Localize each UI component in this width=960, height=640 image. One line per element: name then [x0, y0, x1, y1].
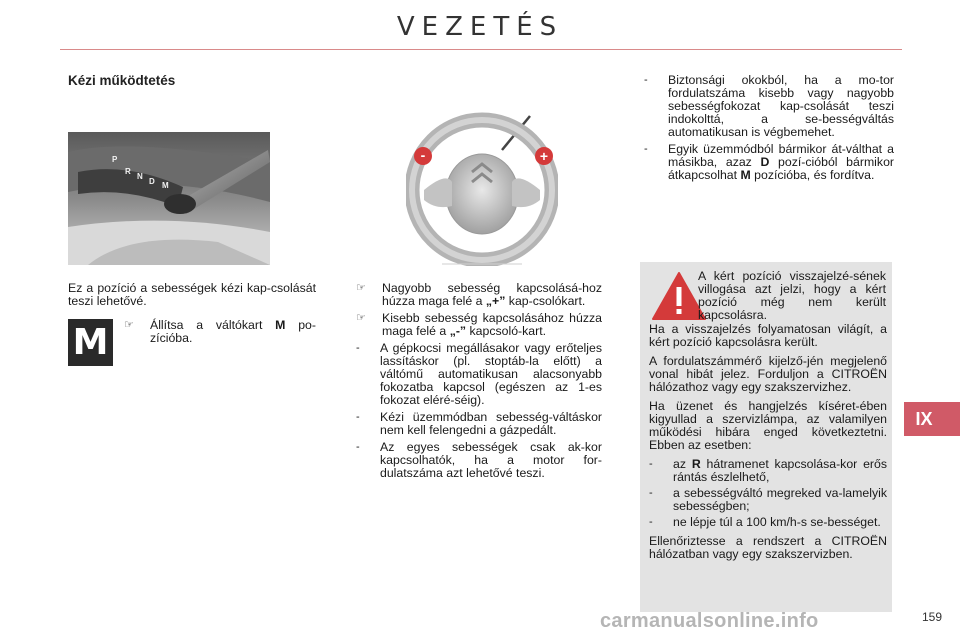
- chapter-tab-strip: [944, 402, 960, 436]
- list-item: ☞ Nagyobb sebesség kapcsolásá-hoz húzza maga felé a „+” kap-csolókart.: [356, 281, 602, 308]
- instruction-text-post: po-zícióba.: [150, 318, 316, 345]
- minus-paddle-label: -: [420, 147, 426, 163]
- plus-paddle-label: +: [539, 148, 549, 164]
- list-item: - ne lépje túl a 100 km/h-s se-bességet.: [649, 515, 881, 529]
- instruction-text-pre: Állítsa a váltókart: [150, 318, 276, 332]
- warning-paragraph: Ha üzenet és hangjelzés kíséret-ében kigyullad a szervizlámpa, az valamilyen működési hibára enged következtetni. Ebben az esetben:: [649, 399, 887, 452]
- gear-label-p: P: [112, 155, 118, 164]
- gear-label-r: R: [125, 167, 131, 176]
- manual-mode-symbol: M: [68, 319, 113, 366]
- pointing-finger-icon: ☞: [124, 319, 134, 331]
- chapter-tab: IX: [904, 402, 944, 436]
- page-number: 159: [921, 610, 942, 624]
- list-item: ☞ Kisebb sebesség kapcsolásához húzza maga felé a „-” kapcsoló-kart.: [356, 311, 602, 338]
- list-item: - az R hátramenet kapcsolása-kor erős rántás észlelhető,: [649, 457, 887, 484]
- gear-label-d: D: [149, 177, 155, 186]
- intro-text: Ez a pozíció a sebességek kézi kap-csolását teszi lehetővé.: [68, 281, 316, 308]
- instruction-text-bold: M: [275, 318, 286, 332]
- warning-paragraph: Ha a visszajelzés folyamatosan világít, a kért pozíció kapcsolásra került.: [649, 322, 887, 349]
- pointing-finger-icon: ☞: [356, 312, 366, 324]
- gear-label-m: M: [162, 181, 169, 190]
- list-item: - Egyik üzemmódból bármikor át-válthat a másikba, azaz D pozí-cióból bármikor átkapcsolhat M pozícióba, és fordítva.: [644, 142, 894, 182]
- list-item: - Biztonsági okokból, ha a mo-tor fordulatszáma kisebb vagy nagyobb sebességfokozat kap-csolását teszi indokolttá, a se-bességváltás automatikusan is végbemehet.: [644, 73, 894, 139]
- section-heading: Kézi működtetés: [68, 73, 176, 88]
- list-item: - A gépkocsi megállásakor vagy erőteljes lassításkor (pl. stoptáb-la előtt) a váltómű automatikusan alacsonyabb fokozatba kapcsol (egészen az 1-es fokozat eléré-séig).: [356, 341, 602, 407]
- gear-lever-illustration: [68, 132, 270, 265]
- list-item: - Kézi üzemmódban sebesség-váltáskor nem kell felengedni a gázpedált.: [356, 410, 602, 437]
- left-column: [68, 282, 316, 308]
- list-item: - a sebességváltó megreked va-lamelyik sebességben;: [649, 486, 887, 513]
- page-title: VEZETÉS: [396, 12, 564, 42]
- pointing-finger-icon: ☞: [356, 282, 366, 294]
- header-rule: [60, 49, 902, 50]
- warning-intro: A kért pozíció visszajelzé-sének villogása azt jelzi, hogy a kért pozíció még nem került kapcsolásra.: [698, 269, 886, 322]
- warning-paragraph: A fordulatszámmérő kijelző-jén megjelenő vonal hibát jelez. Forduljon a CITROËN hálózathoz vagy egy szakszervizhez.: [649, 354, 887, 394]
- right-column: [644, 74, 894, 186]
- list-item: - Az egyes sebességek csak ak-kor kapcsolhatók, ha a motor for-dulatszáma azt lehetővé teszi.: [356, 440, 602, 480]
- middle-column: [356, 282, 602, 484]
- gear-label-n: N: [137, 172, 143, 181]
- steering-wheel-illustration: [406, 102, 558, 266]
- watermark: carmanualsonline.info: [600, 610, 819, 632]
- left-instruction: [124, 319, 316, 349]
- warning-box: [640, 262, 892, 612]
- warning-paragraph: Ellenőriztesse a rendszert a CITROËN hálózatban vagy egy szakszervizben.: [649, 534, 887, 561]
